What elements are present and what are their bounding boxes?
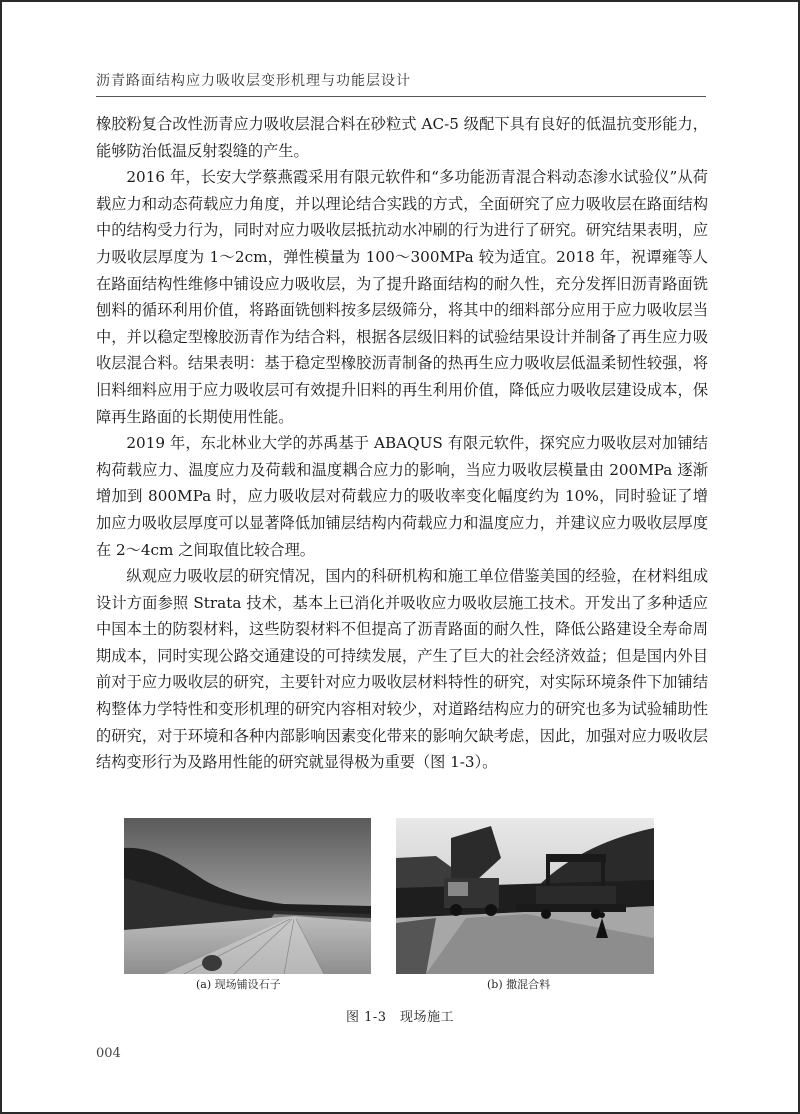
- paver-truck-photo: [396, 818, 654, 974]
- figure-subcaption-a: (a) 现场铺设石子: [196, 978, 281, 991]
- figure-title: 图 1-3 现场施工: [345, 1010, 455, 1025]
- running-head: 沥青路面结构应力吸收层变形机理与功能层设计: [96, 73, 411, 89]
- paragraph-continued: 橡胶粉复合改性沥青应力吸收层混合料在砂粒式 AC-5 级配下具有良好的低温抗变形能力，能够防治低温反射裂缝的产生。: [96, 115, 708, 160]
- page-number: 004: [96, 1046, 121, 1061]
- paragraph: 2019 年，东北林业大学的苏禹基于 ABAQUS 有限元软件，探究应力吸收层对加铺结构荷载应力、温度应力及荷载和温度耦合应力的影响，当应力吸收层模量由 200MPa 逐渐增加到 800MPa 时，应力吸收层对荷载应力的吸收率变化幅度约为 10%，同时验证了增加应力吸收层厚度可以显著降低加铺层结构内荷载应力和温度应力，并建议应力吸收层厚度在 2～4cm 之间取值比较合理。: [96, 434, 708, 559]
- body-text: [96, 111, 708, 776]
- paragraph: 纵观应力吸收层的研究情况，国内的科研机构和施工单位借鉴美国的经验，在材料组成设计方面参照 Strata 技术，基本上已消化并吸收应力吸收层施工技术。开发出了多种适应中国本土的防裂材料，这些防裂材料不但提高了沥青路面的耐久性，降低公路建设全寿命周期成本，同时实现公路交通建设的可持续发展，产生了巨大的社会经济效益；但是国内外目前对于应力吸收层的研究，主要针对应力吸收层材料特性的研究，对实际环境条件下加铺结构整体力学特性和变形机理的研究内容相对较少，对道路结构应力的研究也多为试验辅助性的研究，对于环境和各种内部影响因素变化带来的影响欠缺考虑，因此，加强对应力吸收层结构变形行为及路用性能的研究就显得极为重要（图 1-3）。: [96, 567, 708, 772]
- paragraph: 2016 年，长安大学蔡燕霞采用有限元软件和“多功能沥青混合料动态渗水试验仪”从荷载应力和动态荷载应力角度，并以理论结合实践的方式，全面研究了应力吸收层在路面结构中的结构受力行为，同时对应力吸收层抵抗动水冲刷的行为进行了研究。研究结果表明，应力吸收层厚度为 1～2cm，弹性模量为 100～300MPa 较为适宜。2018 年，祝谭雍等人在路面结构性维修中铺设应力吸收层，为了提升路面结构的耐久性，充分发挥旧沥青路面铣刨料的循环利用价值，将路面铣刨料按多层级筛分，将其中的细料部分应用于应力吸收层当中，并以稳定型橡胶沥青作为结合料，根据各层级旧料的试验结果设计并制备了再生应力吸收层混合料。结果表明：基于稳定型橡胶沥青制备的热再生应力吸收层低温柔韧性较强，将旧料细料应用于应力吸收层可有效提升旧料的再生利用价值，降低应力吸收层建设成本，保障再生路面的长期使用性能。: [96, 168, 708, 426]
- figure-1-3: [124, 818, 656, 978]
- figure-subcaption-b: (b) 撒混合料: [487, 978, 551, 991]
- road-gravel-photo: [124, 818, 371, 974]
- header-rule: [96, 96, 706, 97]
